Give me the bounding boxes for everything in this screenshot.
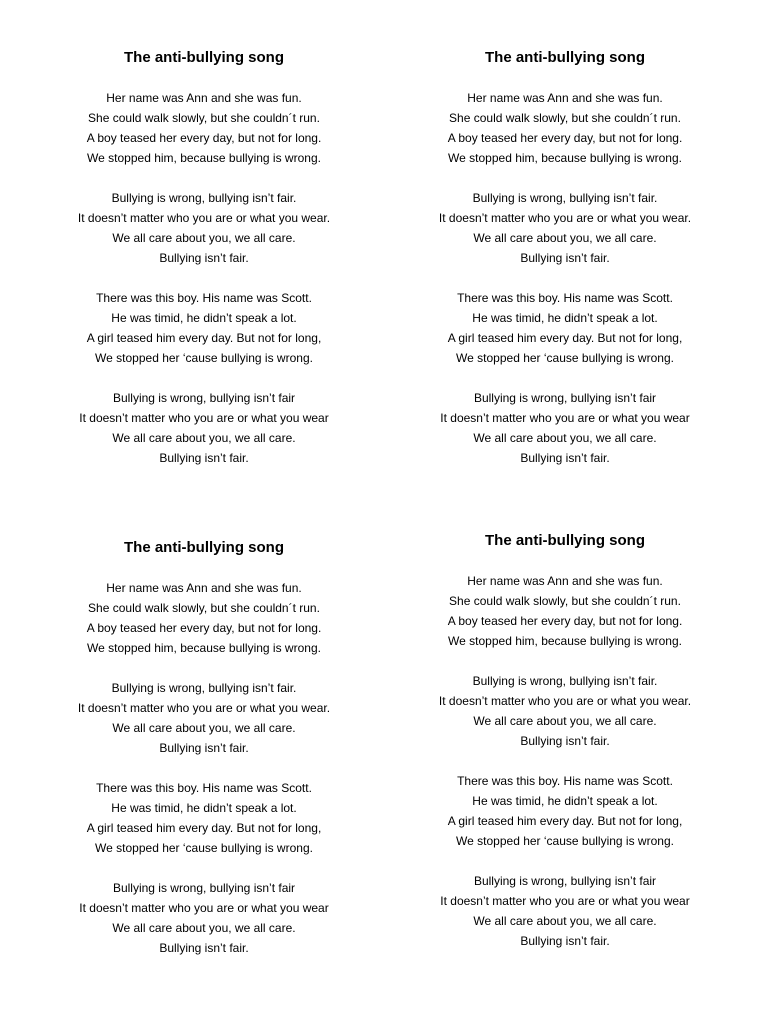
- stanza: [34, 188, 374, 268]
- stanza: [395, 871, 735, 951]
- lyric-line: We all care about you, we all care.: [112, 231, 296, 245]
- lyric-line: Her name was Ann and she was fun.: [106, 581, 302, 595]
- lyric-line: We stopped her ‘cause bullying is wrong.: [95, 841, 313, 855]
- lyric-line: It doesn’t matter who you are or what you wear.: [77, 211, 331, 225]
- stanza: [34, 878, 374, 958]
- lyric-line: A boy teased her every day, but not for long.: [86, 621, 322, 635]
- lyric-line: We stopped him, because bullying is wrong.: [87, 151, 321, 165]
- song-lyrics: [34, 88, 374, 468]
- lyric-line: He was timid, he didn’t speak a lot.: [472, 311, 658, 325]
- lyric-line: It doesn’t matter who you are or what you wear: [79, 901, 329, 915]
- lyric-line: He was timid, he didn’t speak a lot.: [111, 801, 297, 815]
- lyric-line: It doesn’t matter who you are or what you wear: [440, 411, 690, 425]
- lyric-line: Bullying is wrong, bullying isn’t fair.: [111, 681, 297, 695]
- lyric-line: It doesn’t matter who you are or what you wear.: [438, 211, 692, 225]
- song-lyrics: [395, 571, 735, 951]
- lyric-line: She could walk slowly, but she couldn´t run.: [88, 601, 320, 615]
- stanza: [395, 88, 735, 168]
- song-title: The anti-bullying song: [124, 539, 284, 556]
- lyric-line: We all care about you, we all care.: [112, 721, 296, 735]
- song-lyrics: [395, 88, 735, 468]
- lyric-line: There was this boy. His name was Scott.: [96, 781, 312, 795]
- lyric-line: He was timid, he didn’t speak a lot.: [111, 311, 297, 325]
- lyric-line: We stopped him, because bullying is wrong.: [448, 151, 682, 165]
- lyric-line: A girl teased him every day. But not for long,: [86, 331, 322, 345]
- lyric-line: Bullying isn’t fair.: [159, 451, 249, 465]
- song-copy-bottom-left: [34, 538, 374, 978]
- stanza: [395, 671, 735, 751]
- stanza: [395, 771, 735, 851]
- lyric-line: It doesn’t matter who you are or what you wear: [79, 411, 329, 425]
- stanza: [34, 88, 374, 168]
- song-copy-bottom-right: [395, 531, 735, 971]
- lyric-line: We all care about you, we all care.: [473, 914, 657, 928]
- lyric-line: We stopped him, because bullying is wrong.: [448, 634, 682, 648]
- lyric-line: We stopped him, because bullying is wrong.: [87, 641, 321, 655]
- stanza: [34, 388, 374, 468]
- stanza: [395, 288, 735, 368]
- lyric-line: There was this boy. His name was Scott.: [96, 291, 312, 305]
- lyric-line: She could walk slowly, but she couldn´t run.: [449, 111, 681, 125]
- lyric-line: Bullying is wrong, bullying isn’t fair: [473, 874, 657, 888]
- stanza: [395, 571, 735, 651]
- lyric-line: We all care about you, we all care.: [473, 714, 657, 728]
- song-title: The anti-bullying song: [485, 532, 645, 549]
- lyric-line: Her name was Ann and she was fun.: [106, 91, 302, 105]
- lyric-line: There was this boy. His name was Scott.: [457, 291, 673, 305]
- lyric-line: There was this boy. His name was Scott.: [457, 774, 673, 788]
- stanza: [34, 778, 374, 858]
- lyric-line: A boy teased her every day, but not for long.: [86, 131, 322, 145]
- lyric-line: Bullying isn’t fair.: [520, 451, 610, 465]
- lyric-line: Her name was Ann and she was fun.: [467, 91, 663, 105]
- stanza: [34, 288, 374, 368]
- lyric-line: Bullying isn’t fair.: [159, 251, 249, 265]
- lyric-line: Bullying is wrong, bullying isn’t fair.: [111, 191, 297, 205]
- lyric-line: Bullying isn’t fair.: [159, 741, 249, 755]
- lyric-line: We stopped her ‘cause bullying is wrong.: [95, 351, 313, 365]
- lyric-line: She could walk slowly, but she couldn´t run.: [449, 594, 681, 608]
- song-lyrics: [34, 578, 374, 958]
- lyric-line: We all care about you, we all care.: [112, 921, 296, 935]
- lyric-line: It doesn’t matter who you are or what you wear.: [77, 701, 331, 715]
- lyric-line: Bullying is wrong, bullying isn’t fair.: [472, 191, 658, 205]
- stanza: [34, 578, 374, 658]
- lyric-line: A boy teased her every day, but not for long.: [447, 614, 683, 628]
- lyric-line: Bullying is wrong, bullying isn’t fair.: [472, 674, 658, 688]
- lyric-line: It doesn’t matter who you are or what you wear.: [438, 694, 692, 708]
- lyric-line: Bullying isn’t fair.: [520, 734, 610, 748]
- stanza: [395, 388, 735, 468]
- lyric-line: It doesn’t matter who you are or what you wear: [440, 894, 690, 908]
- lyric-line: He was timid, he didn’t speak a lot.: [472, 794, 658, 808]
- stanza: [395, 188, 735, 268]
- lyric-line: A boy teased her every day, but not for long.: [447, 131, 683, 145]
- lyric-line: A girl teased him every day. But not for long,: [86, 821, 322, 835]
- song-copy-top-left: [34, 48, 374, 488]
- lyric-line: Bullying is wrong, bullying isn’t fair: [112, 881, 296, 895]
- lyric-line: We all care about you, we all care.: [112, 431, 296, 445]
- song-copy-top-right: [395, 48, 735, 488]
- lyric-line: A girl teased him every day. But not for long,: [447, 814, 683, 828]
- lyric-line: Bullying isn’t fair.: [520, 934, 610, 948]
- lyric-line: We stopped her ‘cause bullying is wrong.: [456, 351, 674, 365]
- song-title: The anti-bullying song: [485, 49, 645, 66]
- lyric-line: Her name was Ann and she was fun.: [467, 574, 663, 588]
- lyric-line: We all care about you, we all care.: [473, 231, 657, 245]
- song-title: The anti-bullying song: [124, 49, 284, 66]
- lyric-line: Bullying isn’t fair.: [520, 251, 610, 265]
- stanza: [34, 678, 374, 758]
- lyric-line: We stopped her ‘cause bullying is wrong.: [456, 834, 674, 848]
- lyric-line: We all care about you, we all care.: [473, 431, 657, 445]
- lyric-line: Bullying is wrong, bullying isn’t fair: [473, 391, 657, 405]
- lyric-line: Bullying isn’t fair.: [159, 941, 249, 955]
- lyric-line: A girl teased him every day. But not for long,: [447, 331, 683, 345]
- lyric-line: She could walk slowly, but she couldn´t run.: [88, 111, 320, 125]
- lyric-line: Bullying is wrong, bullying isn’t fair: [112, 391, 296, 405]
